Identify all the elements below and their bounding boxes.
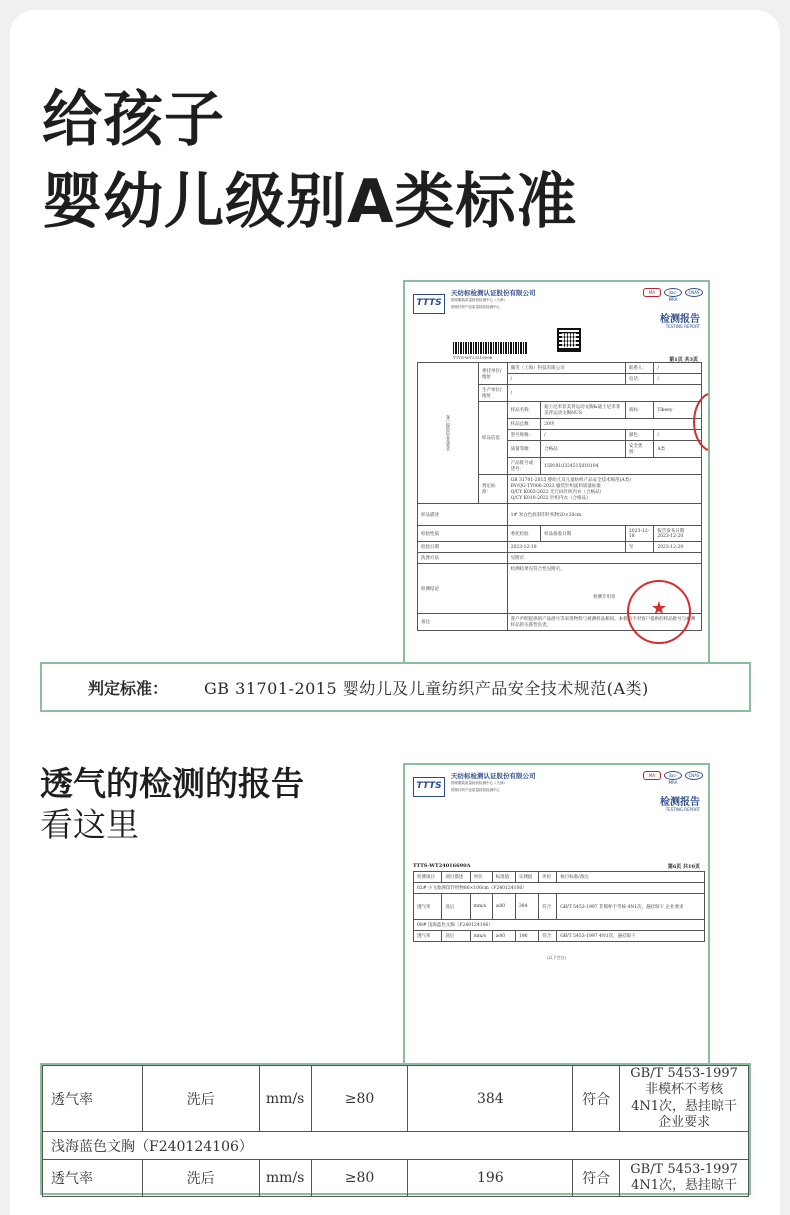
test-report-image-1 — [403, 280, 710, 670]
sample-name: 浅海蓝色文胸（F240124106） — [43, 1132, 749, 1160]
report2-number: TTTS-WT24016690A — [413, 863, 471, 869]
report2-table: 检测项目 项目描述 单位 标准值 实测值 评价 执行标准/备注 02# 小飞象满印针织物80×100cm（F240124106） 透气率 洗后 mm/s ≥80 384 符合 GB/T 5453-1997 非模杯不考核 4N1次，悬挂晾干 企业要求 08# 浅海蓝色文胸（F240124106） 透气率 洗后 mm/s ≥80 196 符合 GB/T 5453-1997 4N1次，悬挂晾干 — [413, 871, 705, 942]
table-row: 透气率 洗后 mm/s ≥80 384 符合 GB/T 5453-1997 非模杯不考核 4N1次，悬挂晾干 企业要求 — [43, 1066, 749, 1132]
cma-mark-icon: MA — [643, 288, 661, 297]
cnas-mark-icon: CNAS — [685, 771, 703, 780]
table-row: 透气率 洗后 mm/s ≥80 196 符合 GB/T 5453-1997 4N1次，悬挂晾干 — [43, 1160, 749, 1197]
ilac-mark-icon: ilac-MRA — [664, 288, 682, 297]
report1-table: 客户提供信息及要求 委托单位/地址 微笑（上海）科技有限公司 联系人： / / 电话： / 生产单位/地址 / 样品信息 样品名称： 迪士尼米菲美背运动文胸&迪士尼米菲美背运动文胸NUS 商标： Tikeey 样品总数： 20块 型号规格： / 颜色： / 质量等级： 合格品 安全类别： A类 产品批号或货号： 1591910324515018104 判定标准： GB 31701-2015 婴幼儿及儿童纺织产品安全技术规范(A类) BY/QG-TY006-2023 服装针织面料质量标准 Q/CY K003-2022 无尺码针织内衣（合格品） Q/CY K010-2022 针织内衣（合格品） 样品描述 1# 米白色底彩印针织物20×20cm 检验性质 委托检验 样品接收日期 2023-12-18 报告发布日期 2023-12-20 检验日期 2023-12-18 至 2023-12-20 洗涤方法 见附页 检测结论 检测结果见符合性见附页。 检测专用章 备注 客户声明提供的产品批号等采用物料与被测样品相同。本机构不对客户提供的样品批号与被测样品的关联性负责。 — [417, 362, 702, 631]
standard-label: 判定标准： — [88, 678, 169, 698]
side-label: 客户提供信息及要求 — [418, 363, 479, 504]
report-center2: 国家针织产品质量检验检测中心 — [451, 305, 500, 309]
barcode-number: TTTS-WT23119096 — [453, 355, 493, 360]
accreditation-marks — [643, 288, 703, 302]
report-page-number: 第1页 共3页 — [669, 357, 698, 363]
table-row — [43, 1132, 749, 1160]
report-org: 天纺标检测认证股份有限公司 — [451, 772, 536, 780]
ilac-mark-icon: ilac-MRA — [664, 771, 682, 780]
report-title: 检测报告 TESTING REPORT — [660, 797, 700, 812]
section2-title: 透气的检测的报告 — [40, 764, 304, 803]
headline-line1: 给孩子 — [42, 85, 225, 155]
report-center1: 国家服装质量检验检测中心（天津） — [451, 298, 507, 302]
standard-value: GB 31701-2015 婴幼儿及儿童纺织产品安全技术规范(A类) — [204, 678, 649, 698]
report-org: 天纺标检测认证股份有限公司 — [451, 289, 536, 297]
section2-subtitle: 看这里 — [40, 805, 139, 844]
red-seal-stamp — [627, 580, 691, 644]
report-title: 检测报告 TESTING REPORT — [660, 314, 700, 329]
test-report-image-2 — [403, 763, 710, 1068]
cnas-mark-icon: CNAS — [685, 288, 703, 297]
report2-blank-note: (以下空白) — [546, 955, 567, 960]
ttts-logo: TTTS — [413, 294, 445, 314]
accreditation-marks — [643, 771, 703, 785]
report-center2: 国家针织产品质量检验检测中心 — [451, 788, 500, 792]
barcode-icon — [453, 342, 528, 354]
zoomed-result-table — [40, 1063, 751, 1195]
report-center1: 国家服装质量检验检测中心（天津） — [451, 781, 507, 785]
report2-page: 第6页 共10页 — [667, 864, 700, 870]
headline-line2: 婴幼儿级别A类标准 — [42, 167, 578, 237]
standard-strip — [40, 662, 751, 712]
ttts-logo: TTTS — [413, 777, 445, 797]
cma-mark-icon: MA — [643, 771, 661, 780]
qr-code-icon — [557, 328, 581, 352]
